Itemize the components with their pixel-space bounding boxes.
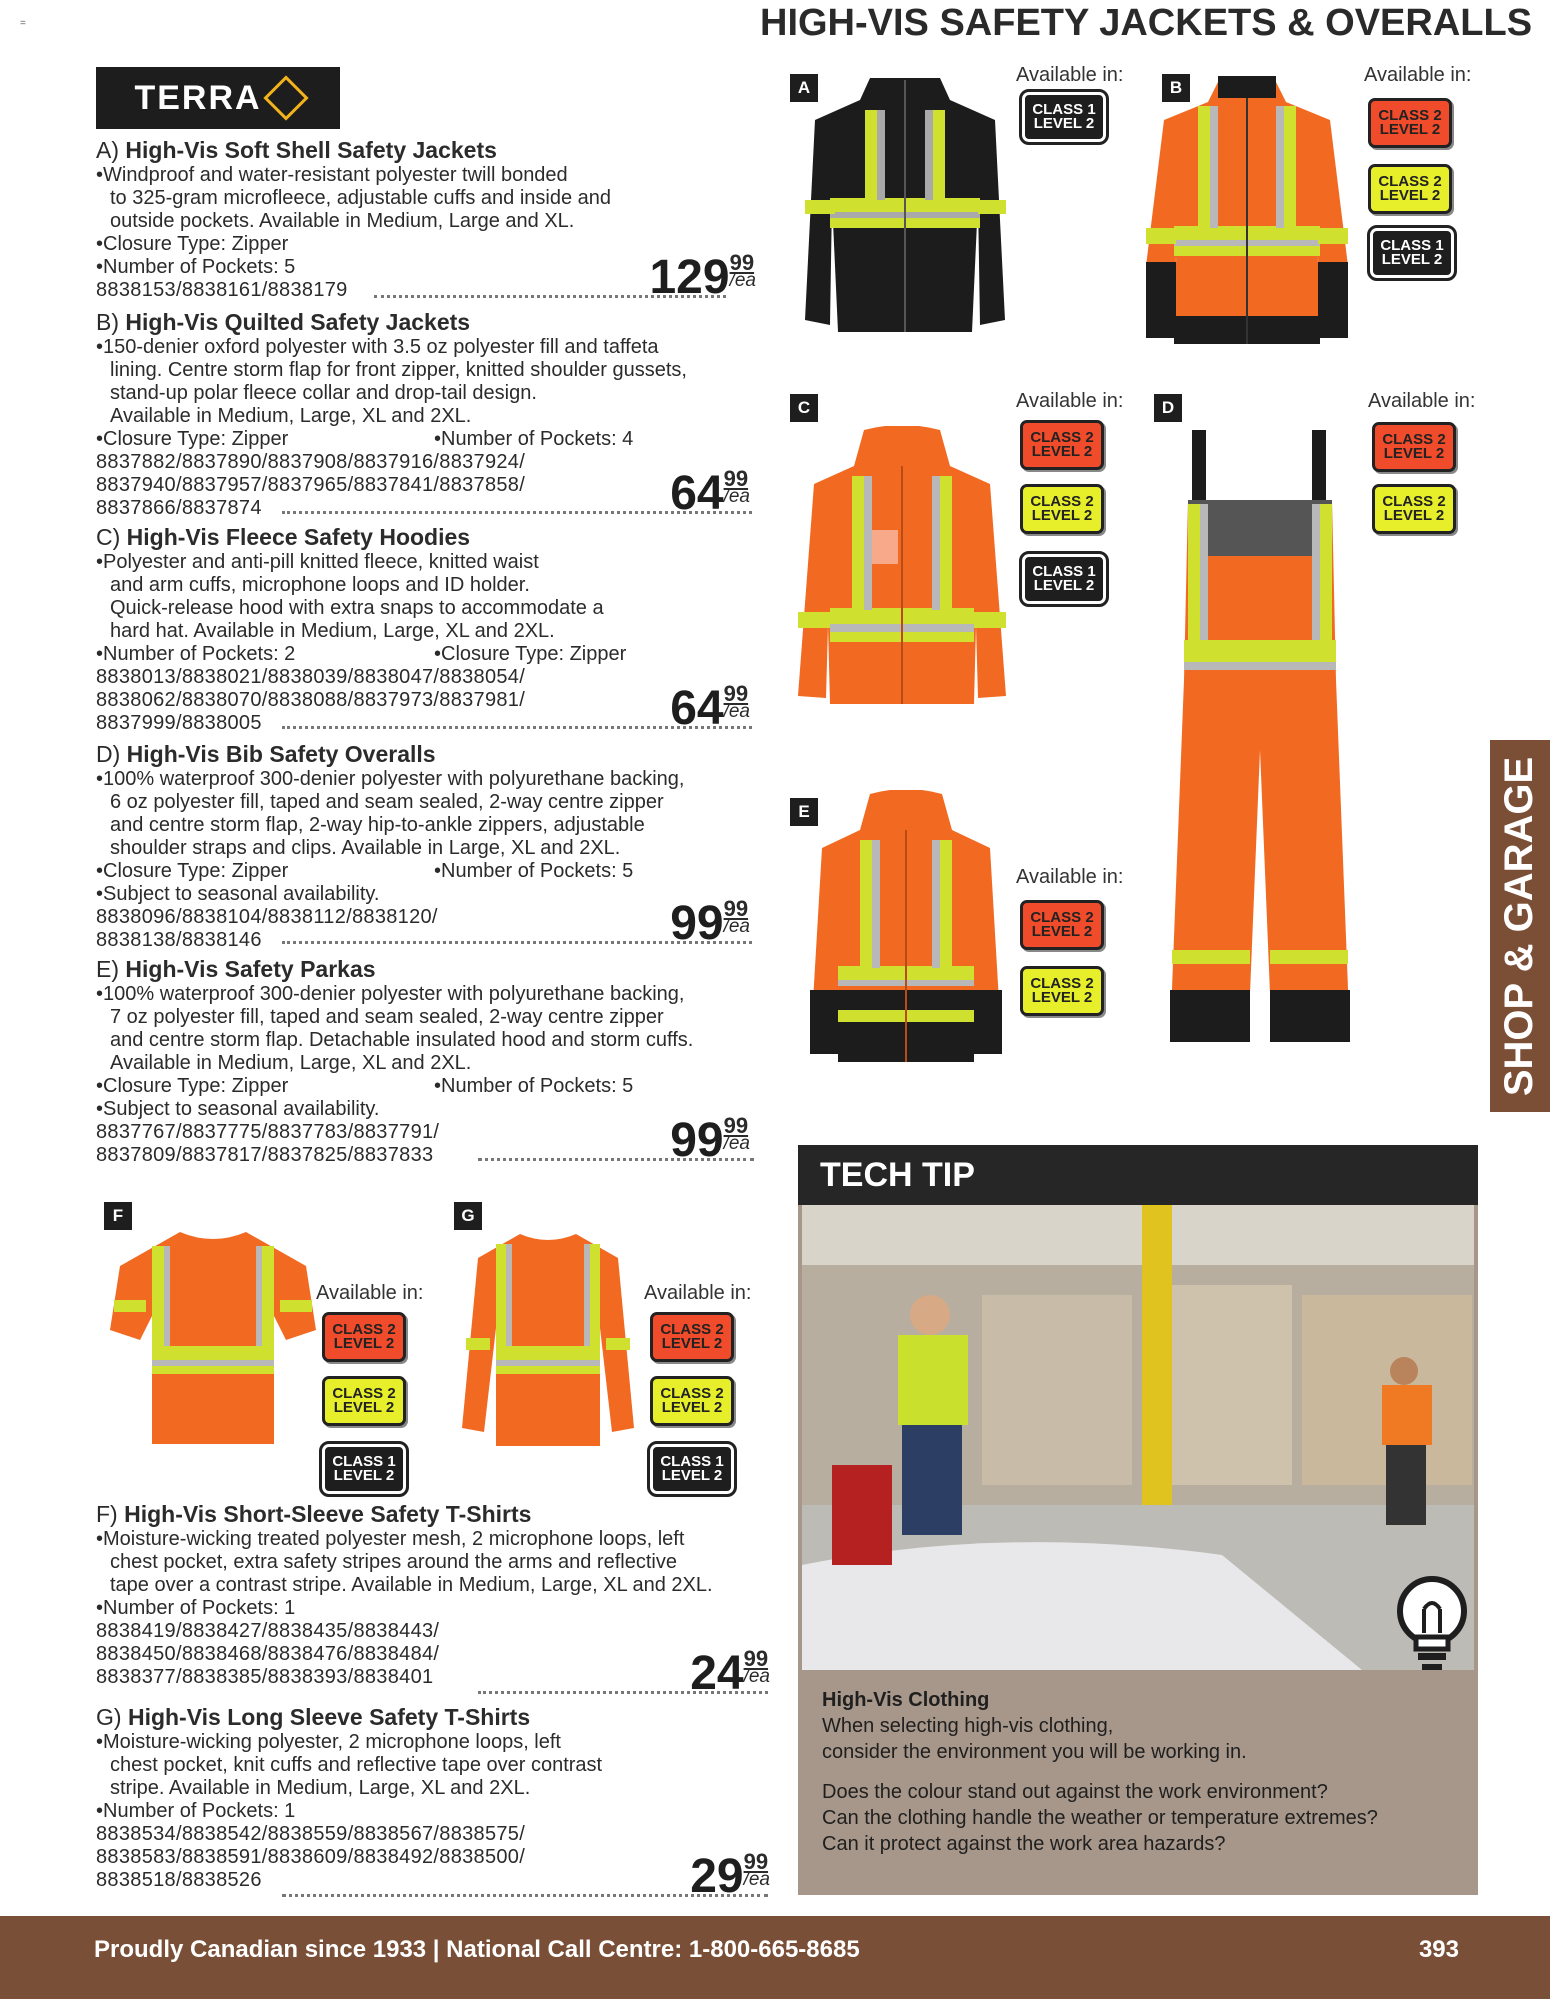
class-line: CLASS 1 bbox=[332, 1453, 396, 1470]
class-line: CLASS 2 bbox=[660, 1385, 724, 1402]
sku-line: 8837809/8837817/8837825/8837833 bbox=[96, 1144, 434, 1166]
level-line: LEVEL 2 bbox=[1383, 445, 1445, 462]
product-name: High-Vis Long Sleeve Safety T-Shirts bbox=[127, 1704, 531, 1730]
class2-level2-yellow-badge bbox=[1372, 484, 1456, 534]
sku-line: 8838377/8838385/8838393/8838401 bbox=[96, 1666, 434, 1688]
spec-line: •Number of Pockets: 1 bbox=[96, 1597, 296, 1619]
class-line: CLASS 2 bbox=[332, 1321, 396, 1338]
availability-note: •Subject to seasonal availability. bbox=[96, 1098, 380, 1120]
tech-tip-question: Can it protect against the work area hazards? bbox=[822, 1833, 1226, 1855]
product-title bbox=[96, 955, 756, 983]
product-f bbox=[96, 1500, 770, 1698]
price-dollars: 99 bbox=[670, 1114, 724, 1167]
spec-line: •Closure Type: Zipper bbox=[434, 643, 627, 665]
level-line: LEVEL 2 bbox=[333, 1467, 395, 1484]
price bbox=[690, 1849, 770, 1903]
product-letter: A) bbox=[96, 137, 119, 163]
quilted-jacket-image bbox=[1140, 76, 1354, 352]
class2-level2-yellow-badge bbox=[1368, 164, 1452, 214]
desc-line: •Moisture-wicking treated polyester mesh, 2 microphone loops, left bbox=[96, 1528, 685, 1550]
product-title bbox=[96, 308, 756, 336]
level-line: LEVEL 2 bbox=[1031, 989, 1093, 1006]
price bbox=[670, 896, 750, 950]
desc-line: stand-up polar fleece collar and drop-tail design. bbox=[110, 382, 537, 404]
level-line: LEVEL 2 bbox=[1031, 443, 1093, 460]
desc-line: chest pocket, knit cuffs and reflective tape over contrast bbox=[110, 1754, 603, 1776]
desc-line: stripe. Available in Medium, Large, XL and 2XL. bbox=[110, 1777, 531, 1799]
page-title: HIGH-VIS SAFETY JACKETS & OVERALLS bbox=[760, 2, 1533, 44]
price-unit: /ea bbox=[723, 1133, 750, 1154]
image-label-c: C bbox=[790, 394, 818, 422]
price-cents: 99 bbox=[723, 1113, 749, 1138]
desc-line: •150-denier oxford polyester with 3.5 oz polyester fill and taffeta bbox=[96, 336, 659, 358]
price bbox=[670, 1113, 750, 1167]
sku-line: 8837940/8837957/8837965/8837841/8837858/ bbox=[96, 474, 526, 496]
available-label: Available in: bbox=[316, 1282, 424, 1304]
price-dollars: 29 bbox=[690, 1850, 744, 1903]
class2-level2-yellow-badge bbox=[1020, 966, 1104, 1016]
level-line: LEVEL 2 bbox=[1033, 115, 1095, 132]
spec-row bbox=[96, 428, 756, 451]
level-line: LEVEL 2 bbox=[1379, 187, 1441, 204]
class-line: CLASS 2 bbox=[332, 1385, 396, 1402]
product-name: High-Vis Fleece Safety Hoodies bbox=[126, 524, 471, 550]
class1-level2-badge bbox=[650, 1444, 734, 1494]
product-a bbox=[96, 136, 756, 302]
class-line: CLASS 2 bbox=[1382, 493, 1446, 510]
image-label-b: B bbox=[1162, 74, 1190, 102]
spec-row bbox=[96, 1075, 756, 1098]
class-line: CLASS 2 bbox=[1382, 431, 1446, 448]
sku-line: 8838138/8838146 bbox=[96, 929, 262, 951]
bib-overalls-image bbox=[1160, 430, 1360, 1090]
sku-line: 8838062/8838070/8838088/8837973/8837981/ bbox=[96, 689, 526, 711]
class-line: CLASS 2 bbox=[1030, 429, 1094, 446]
spec-line: •Number of Pockets: 5 bbox=[434, 1075, 634, 1097]
available-label: Available in: bbox=[1364, 64, 1472, 86]
long-sleeve-tshirt-image bbox=[462, 1228, 634, 1450]
short-sleeve-tshirt-image bbox=[110, 1226, 316, 1448]
product-title bbox=[96, 1500, 770, 1528]
desc-line: to 325-gram microfleece, adjustable cuffs and inside and bbox=[110, 187, 612, 209]
product-name: High-Vis Safety Parkas bbox=[125, 956, 376, 982]
sku-line: 8837999/8838005 bbox=[96, 712, 262, 734]
price-dollars: 64 bbox=[670, 467, 724, 520]
class2-level2-orange-badge bbox=[1368, 98, 1452, 148]
sku-line: 8837767/8837775/8837783/8837791/ bbox=[96, 1121, 440, 1143]
desc-line: •100% waterproof 300-denier polyester with polyurethane backing, bbox=[96, 768, 685, 790]
price-unit: /ea bbox=[729, 270, 756, 291]
class-line: CLASS 2 bbox=[660, 1321, 724, 1338]
available-label: Available in: bbox=[1016, 64, 1124, 86]
product-letter: E) bbox=[96, 956, 119, 982]
class2-level2-orange-badge bbox=[322, 1312, 406, 1362]
tech-tip-subheading: High-Vis Clothing bbox=[822, 1689, 990, 1711]
product-b bbox=[96, 308, 756, 518]
desc-line: •Polyester and anti-pill knitted fleece, knitted waist bbox=[96, 551, 539, 573]
product-letter: C) bbox=[96, 524, 121, 550]
tech-tip-intro: consider the environment you will be working in. bbox=[822, 1741, 1247, 1763]
tech-tip-heading: TECH TIP bbox=[798, 1145, 1478, 1205]
spec-row bbox=[96, 860, 756, 883]
price-unit: /ea bbox=[743, 1666, 770, 1687]
sku-line: 8837882/8837890/8837908/8837916/8837924/ bbox=[96, 451, 526, 473]
class2-level2-yellow-badge bbox=[1020, 484, 1104, 534]
desc-line: hard hat. Available in Medium, Large, XL and 2XL. bbox=[110, 620, 555, 642]
section-tab-label: SHOP & GARAGE bbox=[1497, 756, 1542, 1096]
product-g bbox=[96, 1703, 770, 1901]
product-e bbox=[96, 955, 756, 1165]
logo-diamond-icon bbox=[263, 75, 308, 120]
sku-line: 8838013/8838021/8838039/8838047/8838054/ bbox=[96, 666, 526, 688]
product-letter: D) bbox=[96, 741, 121, 767]
product-letter: G) bbox=[96, 1704, 122, 1730]
class2-level2-yellow-badge bbox=[650, 1376, 734, 1426]
product-name: High-Vis Soft Shell Safety Jackets bbox=[125, 137, 497, 163]
class-line: CLASS 2 bbox=[1030, 909, 1094, 926]
page-number: 393 bbox=[1418, 1936, 1459, 1963]
desc-line: outside pockets. Available in Medium, Large and XL. bbox=[110, 210, 575, 232]
product-title bbox=[96, 1703, 770, 1731]
desc-line: and centre storm flap. Detachable insulated hood and storm cuffs. bbox=[110, 1029, 694, 1051]
product-letter: F) bbox=[96, 1501, 118, 1527]
footer bbox=[0, 1916, 1550, 1999]
price-cents: 99 bbox=[723, 466, 749, 491]
spec-line: •Number of Pockets: 2 bbox=[96, 643, 296, 665]
price-dollars: 129 bbox=[649, 251, 730, 304]
spec-line: •Closure Type: Zipper bbox=[96, 860, 289, 882]
footer-text: Proudly Canadian since 1933 | National Call Centre: 1-800-665-8685 bbox=[94, 1936, 860, 1963]
price bbox=[670, 681, 750, 735]
spec-row bbox=[96, 643, 756, 666]
warehouse-scene bbox=[802, 1205, 1474, 1670]
desc-line: and arm cuffs, microphone loops and ID holder. bbox=[110, 574, 530, 596]
desc-line: 7 oz polyester fill, taped and seam sealed, 2-way centre zipper bbox=[110, 1006, 664, 1028]
price-dollars: 64 bbox=[670, 682, 724, 735]
soft-shell-jacket-image bbox=[800, 70, 1010, 340]
price-cents: 99 bbox=[743, 1849, 769, 1874]
product-name: High-Vis Short-Sleeve Safety T-Shirts bbox=[124, 1501, 532, 1527]
spec-line: •Number of Pockets: 1 bbox=[96, 1800, 296, 1822]
sku-line: 8838096/8838104/8838112/8838120/ bbox=[96, 906, 438, 928]
image-label-e: E bbox=[790, 798, 818, 826]
sku-line: 8838534/8838542/8838559/8838567/8838575/ bbox=[96, 1823, 526, 1845]
class1-level2-badge bbox=[1022, 554, 1106, 604]
class-line: CLASS 2 bbox=[1030, 493, 1094, 510]
price-cents: 99 bbox=[723, 681, 749, 706]
spec-line: •Number of Pockets: 5 bbox=[96, 256, 296, 278]
product-c bbox=[96, 523, 756, 733]
desc-line: lining. Centre storm flap for front zipper, knitted shoulder gussets, bbox=[110, 359, 687, 381]
product-title bbox=[96, 740, 756, 768]
warehouse-photo bbox=[802, 1205, 1474, 1670]
price bbox=[690, 1646, 770, 1700]
price-unit: /ea bbox=[723, 916, 750, 937]
price-cents: 99 bbox=[729, 250, 755, 275]
tech-tip-intro: When selecting high-vis clothing, bbox=[822, 1715, 1114, 1737]
desc-line: tape over a contrast stripe. Available in Medium, Large, XL and 2XL. bbox=[110, 1574, 713, 1596]
desc-line: Available in Medium, Large, XL and 2XL. bbox=[110, 405, 472, 427]
product-d bbox=[96, 740, 756, 951]
price-cents: 99 bbox=[743, 1646, 769, 1671]
desc-line: •Windproof and water-resistant polyester twill bonded bbox=[96, 164, 568, 186]
fleece-hoodie-image bbox=[794, 426, 1010, 708]
sku-line: 8837866/8837874 bbox=[96, 497, 262, 519]
level-line: LEVEL 2 bbox=[661, 1335, 723, 1352]
level-line: LEVEL 2 bbox=[333, 1335, 395, 1352]
class-line: CLASS 2 bbox=[1378, 107, 1442, 124]
sku-line: 8838450/8838468/8838476/8838484/ bbox=[96, 1643, 440, 1665]
available-label: Available in: bbox=[1016, 866, 1124, 888]
class2-level2-yellow-badge bbox=[322, 1376, 406, 1426]
spec-line: •Number of Pockets: 5 bbox=[434, 860, 634, 882]
available-label: Available in: bbox=[1016, 390, 1124, 412]
price-unit: /ea bbox=[743, 1869, 770, 1890]
level-line: LEVEL 2 bbox=[1031, 923, 1093, 940]
class2-level2-orange-badge bbox=[1372, 422, 1456, 472]
desc-line: and centre storm flap, 2-way hip-to-ankle zippers, adjustable bbox=[110, 814, 645, 836]
image-label-g: G bbox=[454, 1202, 482, 1230]
class2-level2-orange-badge bbox=[1020, 900, 1104, 950]
tech-tip-question: Can the clothing handle the weather or temperature extremes? bbox=[822, 1807, 1378, 1829]
price-unit: /ea bbox=[723, 486, 750, 507]
desc-line: Quick-release hood with extra snaps to accommodate a bbox=[110, 597, 604, 619]
price-cents: 99 bbox=[723, 896, 749, 921]
desc-line: Available in Medium, Large, XL and 2XL. bbox=[110, 1052, 472, 1074]
image-label-f: F bbox=[104, 1202, 132, 1230]
class2-level2-orange-badge bbox=[650, 1312, 734, 1362]
class-line: CLASS 1 bbox=[1380, 237, 1444, 254]
desc-line: 6 oz polyester fill, taped and seam sealed, 2-way centre zipper bbox=[110, 791, 664, 813]
spec-line: •Closure Type: Zipper bbox=[96, 428, 289, 450]
class-line: CLASS 2 bbox=[1030, 975, 1094, 992]
class-line: CLASS 1 bbox=[660, 1453, 724, 1470]
product-name: High-Vis Quilted Safety Jackets bbox=[125, 309, 471, 335]
available-label: Available in: bbox=[644, 1282, 752, 1304]
class-line: CLASS 1 bbox=[1032, 101, 1096, 118]
tech-tip-text bbox=[822, 1687, 1442, 1857]
section-tab-label-wrap bbox=[1490, 740, 1550, 1112]
product-name: High-Vis Bib Safety Overalls bbox=[126, 741, 436, 767]
spec-line: •Number of Pockets: 4 bbox=[434, 428, 634, 450]
level-line: LEVEL 2 bbox=[661, 1467, 723, 1484]
level-line: LEVEL 2 bbox=[1379, 121, 1441, 138]
product-title bbox=[96, 136, 756, 164]
lightbulb-icon bbox=[1392, 1573, 1472, 1670]
product-title bbox=[96, 523, 756, 551]
terra-logo bbox=[96, 67, 340, 129]
price-dollars: 99 bbox=[670, 897, 724, 950]
class-line: CLASS 2 bbox=[1378, 173, 1442, 190]
desc-line: •Moisture-wicking polyester, 2 microphone loops, left bbox=[96, 1731, 561, 1753]
sku-line: 8838583/8838591/8838609/8838492/8838500/ bbox=[96, 1846, 526, 1868]
desc-line: chest pocket, extra safety stripes around the arms and reflective bbox=[110, 1551, 677, 1573]
logo-text: TERRA bbox=[134, 78, 262, 117]
class1-level2-badge bbox=[322, 1444, 406, 1494]
class-line: CLASS 1 bbox=[1032, 563, 1096, 580]
image-label-a: A bbox=[790, 74, 818, 102]
class2-level2-orange-badge bbox=[1020, 420, 1104, 470]
desc-line: shoulder straps and clips. Available in Large, XL and 2XL. bbox=[110, 837, 621, 859]
spec-line: •Closure Type: Zipper bbox=[96, 1075, 289, 1097]
tech-tip-question: Does the colour stand out against the work environment? bbox=[822, 1781, 1328, 1803]
image-label-d: D bbox=[1154, 394, 1182, 422]
price bbox=[670, 466, 750, 520]
level-line: LEVEL 2 bbox=[1033, 577, 1095, 594]
product-letter: B) bbox=[96, 309, 119, 335]
level-line: LEVEL 2 bbox=[661, 1399, 723, 1416]
corner-mark: = bbox=[20, 18, 26, 29]
price-dollars: 24 bbox=[690, 1647, 744, 1700]
level-line: LEVEL 2 bbox=[333, 1399, 395, 1416]
safety-parka-image bbox=[806, 790, 1006, 1070]
class1-level2-badge bbox=[1370, 228, 1454, 278]
sku-line: 8838518/8838526 bbox=[96, 1869, 262, 1891]
level-line: LEVEL 2 bbox=[1031, 507, 1093, 524]
price-unit: /ea bbox=[723, 701, 750, 722]
sku-line: 8838153/8838161/8838179 bbox=[96, 279, 348, 301]
class1-level2-badge bbox=[1022, 92, 1106, 142]
availability-note: •Subject to seasonal availability. bbox=[96, 883, 380, 905]
spec-line: •Closure Type: Zipper bbox=[96, 233, 289, 255]
tech-tip-panel bbox=[798, 1145, 1478, 1895]
available-label: Available in: bbox=[1368, 390, 1476, 412]
desc-line: •100% waterproof 300-denier polyester with polyurethane backing, bbox=[96, 983, 685, 1005]
level-line: LEVEL 2 bbox=[1383, 507, 1445, 524]
level-line: LEVEL 2 bbox=[1381, 251, 1443, 268]
price bbox=[649, 250, 756, 304]
sku-line: 8838419/8838427/8838435/8838443/ bbox=[96, 1620, 440, 1642]
